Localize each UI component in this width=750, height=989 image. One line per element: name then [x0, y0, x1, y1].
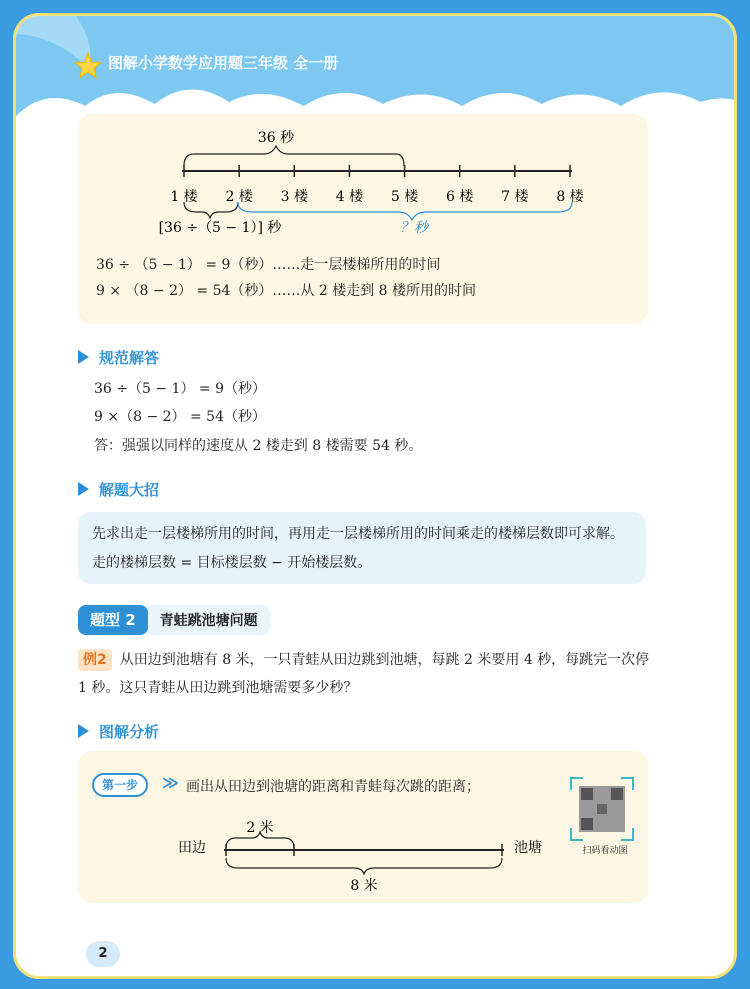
calc-line-2: 9 × （8 − 2） = 54（秒）……从 2 楼走到 8 楼所用的时间: [96, 283, 477, 299]
floor-label: 7 楼: [501, 189, 529, 205]
page-number: 2: [86, 941, 120, 967]
stairs-diagram: [78, 114, 648, 244]
total-label: 8 米: [350, 878, 378, 894]
jump-label: 2 米: [246, 820, 274, 836]
floor-label: 5 楼: [390, 189, 419, 205]
floor-label: 8 楼: [556, 189, 584, 205]
triangle-bullet-icon: [78, 350, 89, 364]
right-bottom-label: ？秒: [400, 220, 428, 236]
analysis-heading: 图解分析: [78, 721, 159, 742]
calc-line-1: 36 ÷ （5 − 1） = 9（秒）……走一层楼梯所用的时间: [96, 257, 441, 273]
floor-label: 2 楼: [225, 189, 253, 205]
answer-line-1: 36 ÷（5 − 1） = 9（秒）: [94, 381, 266, 397]
book-title: 图解小学数学应用题三年级 全一册: [108, 54, 339, 72]
top-label: 36 秒: [257, 130, 295, 146]
type-bar: [78, 605, 270, 635]
page-frame: [13, 13, 737, 979]
top-brace: [184, 146, 404, 166]
double-chevron-icon: ≫: [162, 773, 179, 792]
type-name: 青蛙跳池塘问题: [159, 613, 258, 629]
total-brace: [226, 858, 502, 874]
example-text: 从田边到池塘有 8 米，一只青蛙从田边跳到池塘，每跳 2 米要用 4 秒，每跳完一次停 1 秒。这只青蛙从田边跳到池塘需要多少秒？: [78, 652, 650, 696]
left-end-label: 田边: [178, 840, 206, 856]
example-2: [78, 646, 658, 702]
floor-label: 3 楼: [280, 189, 308, 205]
qr-label: 扫码看动图: [582, 846, 628, 856]
floor-label: 6 楼: [446, 189, 474, 205]
tip-heading: 解题大招: [78, 479, 159, 500]
floor-label: 4 楼: [335, 189, 364, 205]
answer-line-2: 9 ×（8 − 2） = 54（秒）: [94, 409, 266, 425]
floor-labels: [170, 188, 584, 205]
pond-diagram: [166, 814, 566, 894]
triangle-bullet-icon: [78, 724, 89, 738]
type-tag: 题型 2: [78, 605, 148, 635]
tip-box: 先求出走一层楼梯所用的时间，再用走一层楼梯所用的时间乘走的楼梯层数即可求解。走的楼梯层数 = 目标楼层数 − 开始楼层数。: [78, 512, 646, 584]
right-end-label: 池塘: [514, 840, 542, 856]
floor-label: 1 楼: [170, 189, 198, 205]
qr-code-icon[interactable]: [567, 774, 637, 844]
answer-heading: 规范解答: [78, 347, 159, 368]
step-pill: 第一步: [92, 773, 148, 797]
step-text: 画出从田边到池塘的距离和青蛙每次跳的距离；: [186, 779, 480, 795]
triangle-bullet-icon: [78, 482, 89, 496]
example-tag: 例2: [78, 649, 112, 671]
answer-line-3: 答：强强以同样的速度从 2 楼走到 8 楼需要 54 秒。: [94, 438, 423, 454]
star-icon: [74, 52, 102, 80]
left-bottom-label: [36 ÷（5 − 1）] 秒: [158, 220, 282, 236]
